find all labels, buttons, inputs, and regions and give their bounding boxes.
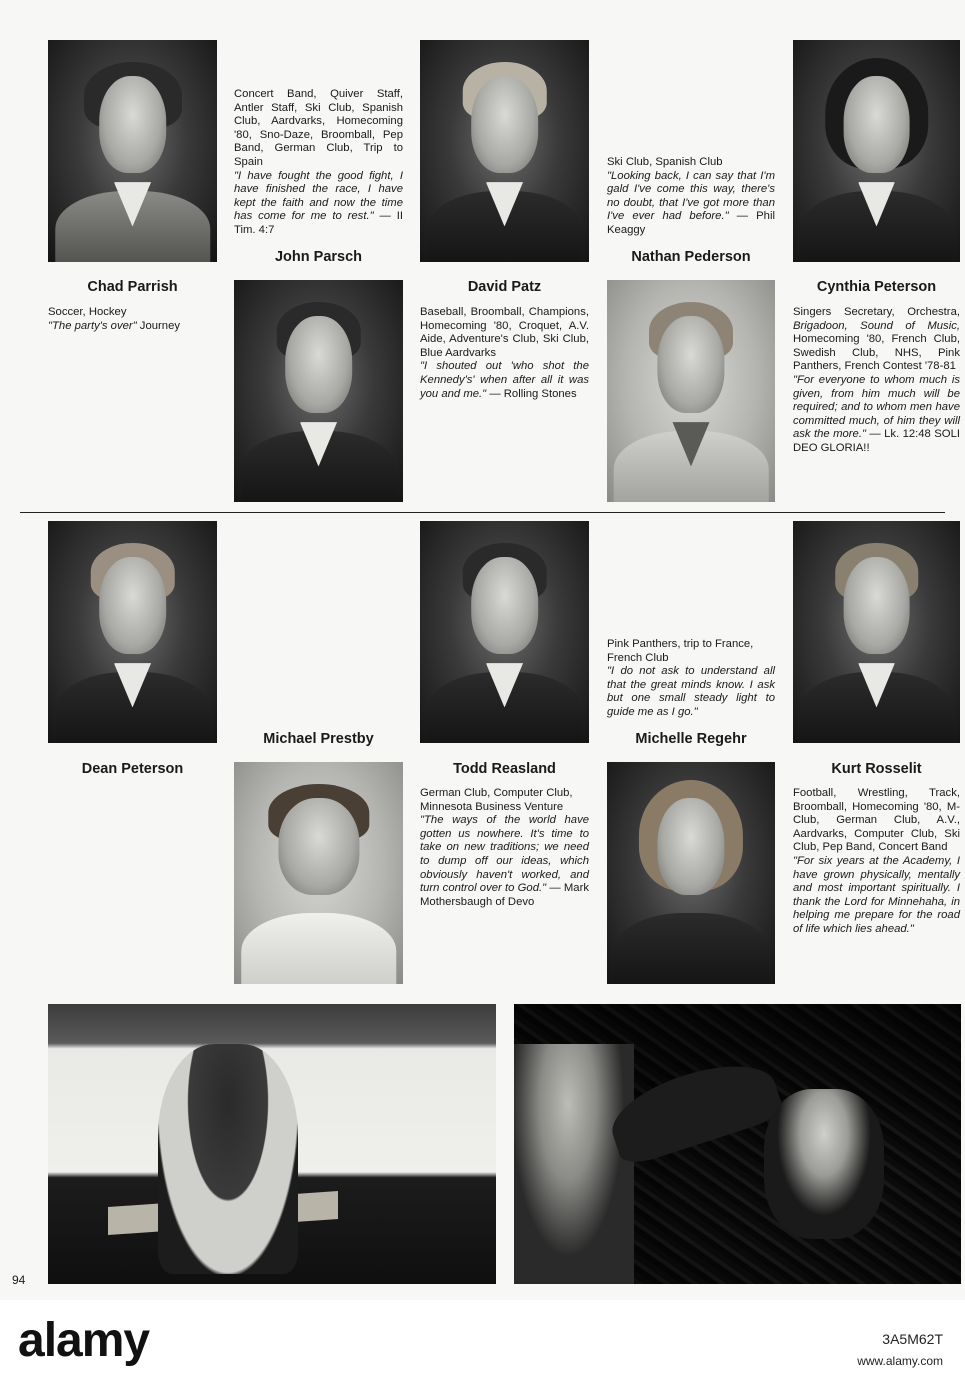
portrait-david-patz bbox=[420, 40, 589, 262]
bio-david-patz bbox=[420, 306, 589, 401]
quote-attribution: Journey bbox=[136, 319, 181, 332]
portrait-todd-reasland bbox=[420, 521, 589, 743]
portrait-michelle-regehr bbox=[607, 762, 775, 984]
image-credit bbox=[857, 1328, 943, 1372]
site-url: www.alamy.com bbox=[857, 1354, 943, 1368]
alamy-logo: alamy bbox=[18, 1314, 150, 1367]
quote-text: "Looking back, I can say that I'm gald I've come this way, there's no doubt, that I've got more than I've ever had before." bbox=[607, 169, 775, 223]
image-id: 3A5M62T bbox=[882, 1331, 943, 1347]
quote-attribution: — Mark Mothersbaugh of Devo bbox=[420, 882, 589, 908]
quote-text: "The party's over" bbox=[48, 319, 137, 332]
activities-text: German Club, Computer Club, Minnesota Business Venture bbox=[420, 787, 573, 813]
activities-text: Ski Club, Spanish Club bbox=[607, 156, 723, 168]
bio-chad-parrish bbox=[48, 306, 217, 333]
bio-john-parsch bbox=[234, 88, 403, 238]
name-chad-parrish: Chad Parrish bbox=[87, 279, 178, 295]
quote-text: "I have fought the good fight, I have finished the race, I have kept the faith and now the time has come for me to rest." bbox=[234, 169, 403, 223]
name-dean-peterson: Dean Peterson bbox=[81, 761, 184, 777]
quote-text: "I shouted out 'who shot the Kennedy's' when after all it was you and me." bbox=[420, 360, 589, 400]
bio-michelle-regehr bbox=[607, 638, 775, 720]
activities-text: Singers Secretary, Orchestra, Brigadoon, Sound of Music, Homecoming '80, French Club, Swedish Club, NHS, Pink Panthers, French Contest '78-81 bbox=[793, 306, 960, 373]
activities-text: Baseball, Broomball, Champions, Homecoming '80, Croquet, A.V. Aide, Adventure's Club, Ski Club, Blue Aardvarks bbox=[420, 306, 589, 359]
portrait-john-parsch bbox=[234, 280, 403, 502]
bio-cynthia-peterson bbox=[793, 306, 960, 456]
portrait-nathan-pederson bbox=[607, 280, 775, 502]
name-michael-prestby: Michael Prestby bbox=[263, 731, 374, 747]
candid-photo-students-on-lawn bbox=[514, 1004, 961, 1284]
quote-attribution: — Phil Keaggy bbox=[607, 210, 775, 236]
quote-attribution: — II Tim. 4:7 bbox=[234, 210, 403, 236]
section-divider bbox=[20, 512, 945, 513]
name-john-parsch: John Parsch bbox=[274, 249, 363, 265]
quote-attribution: — Rolling Stones bbox=[486, 387, 577, 400]
quote-text: "I do not ask to understand all that the great minds know. I ask but one small steady light to guide me as I go." bbox=[607, 665, 775, 718]
name-nathan-pederson: Nathan Pederson bbox=[631, 249, 751, 265]
portrait-cynthia-peterson bbox=[793, 40, 960, 262]
portrait-kurt-rosselit bbox=[793, 521, 960, 743]
activities-text: Soccer, Hockey bbox=[48, 306, 127, 318]
portrait-michael-prestby bbox=[234, 762, 403, 984]
portrait-dean-peterson bbox=[48, 521, 217, 743]
name-todd-reasland: Todd Reasland bbox=[453, 761, 556, 777]
activities-text: Concert Band, Quiver Staff, Antler Staff, Ski Club, Spanish Club, Aardvarks, Homecoming '80, Sno-Daze, Broomball, Pep Band, German Club, Trip to Spain bbox=[234, 88, 403, 168]
activities-text: Pink Panthers, trip to France, French Club bbox=[607, 638, 754, 664]
portrait-chad-parrish bbox=[48, 40, 217, 262]
quote-text: "For everyone to whom much is given, from him much will be required; and to whom men have committed much, of him they will ask the more." bbox=[793, 373, 960, 441]
bio-kurt-rosselit bbox=[793, 787, 960, 937]
quote-attribution: — Lk. 12:48 SOLI DEO GLORIA!! bbox=[793, 428, 960, 454]
page-number: 94 bbox=[12, 1273, 26, 1287]
candid-photo-student-with-camera bbox=[48, 1004, 496, 1284]
activities-text: Football, Wrestling, Track, Broomball, Homecoming '80, M-Club, German Club, A.V., Aardvarks, Computer Club, Ski Club, Pep Band, Concert Band bbox=[793, 787, 960, 854]
name-david-patz: David Patz bbox=[467, 279, 542, 295]
name-michelle-regehr: Michelle Regehr bbox=[635, 731, 747, 747]
quote-text: "For six years at the Academy, I have grown physically, mentally and most important spiritually. I thank the Lord for Minnehaha, in helping me prepare for the road of life which lies ahead." bbox=[793, 854, 960, 935]
quote-text: "The ways of the world have gotten us nowhere. It's time to take on new traditions; we need to dump off our ideas, which obviously haven't worked, and turn control over to God." bbox=[420, 814, 589, 895]
name-kurt-rosselit: Kurt Rosselit bbox=[831, 761, 922, 777]
bio-nathan-pederson bbox=[607, 156, 775, 238]
bio-todd-reasland bbox=[420, 787, 589, 909]
name-cynthia-peterson: Cynthia Peterson bbox=[816, 279, 937, 295]
